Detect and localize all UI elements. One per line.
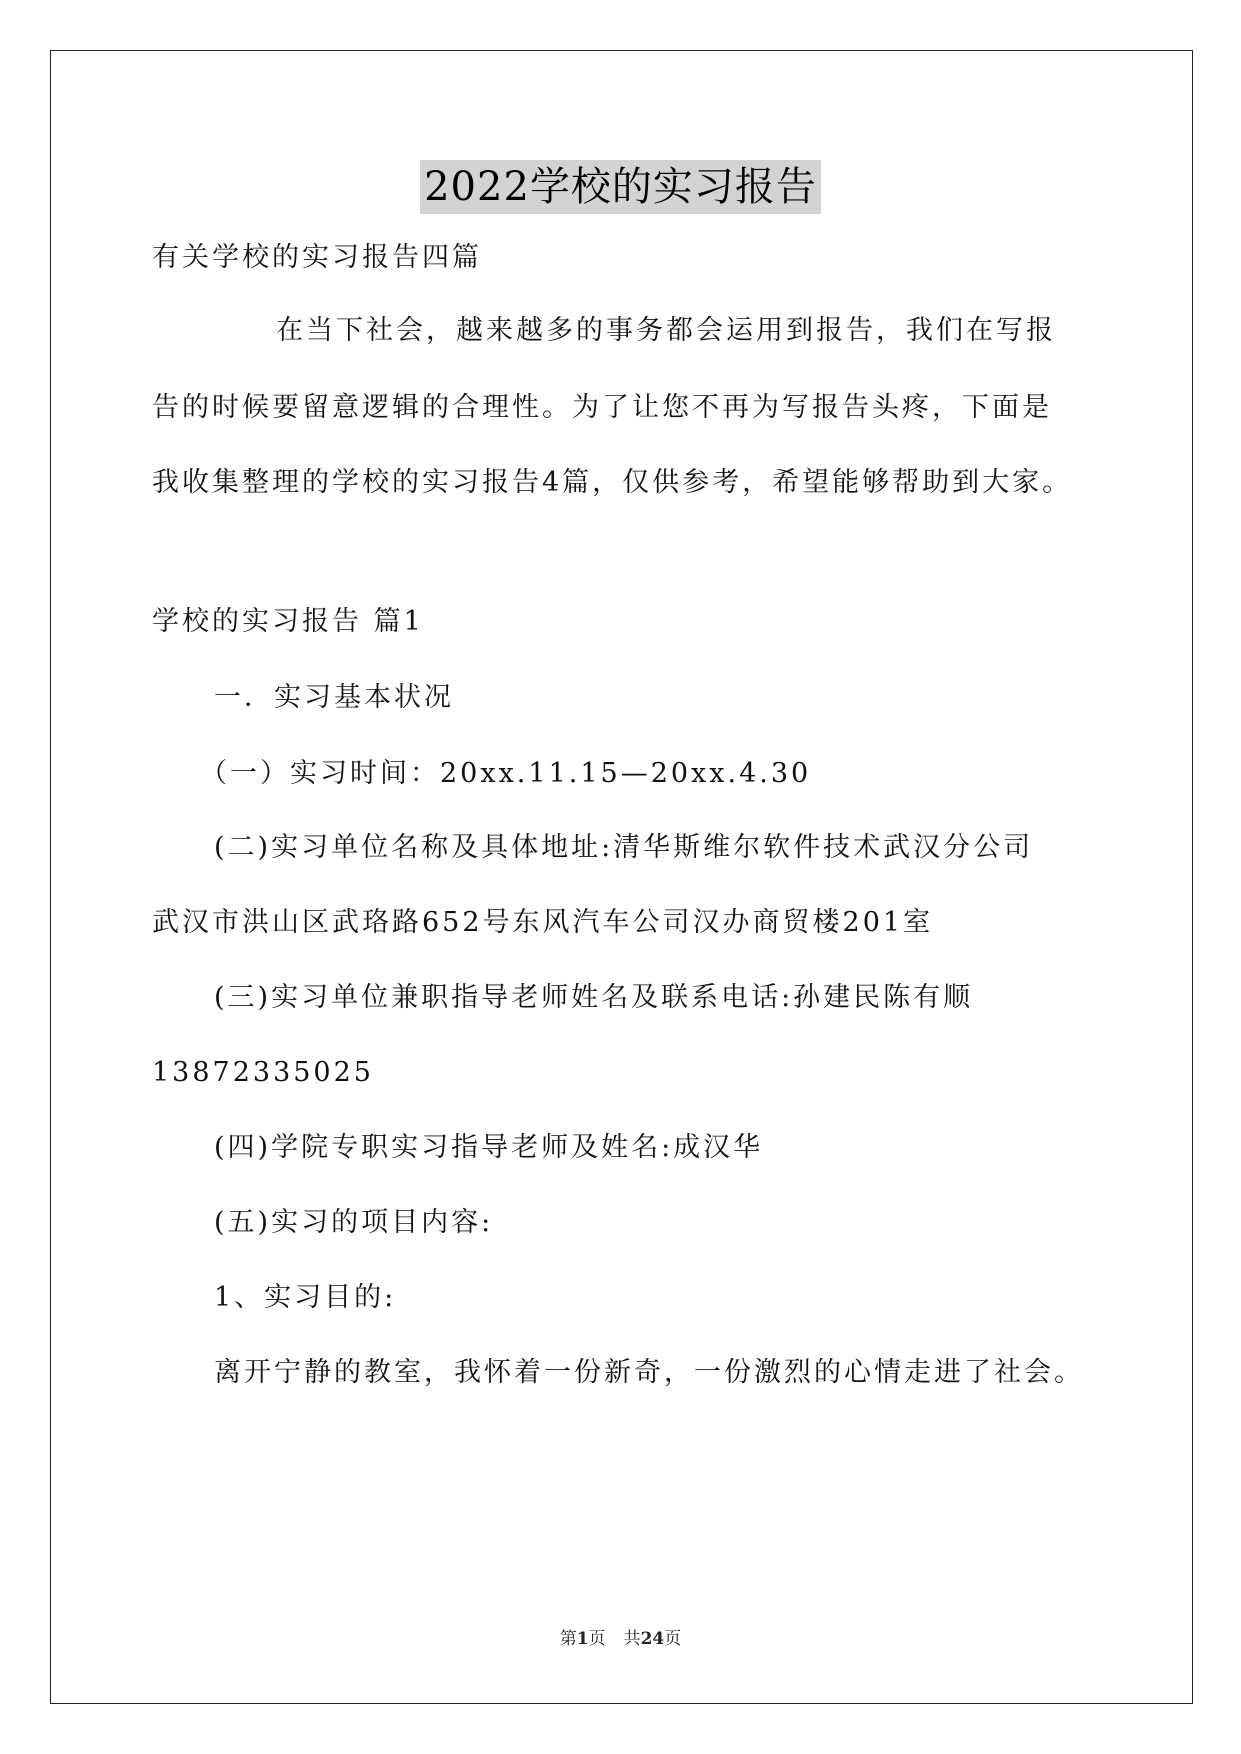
item-project-content: (五)实习的项目内容: <box>214 1207 494 1238</box>
intro-paragraph-line-1: 在当下社会，越来越多的事务都会运用到报告，我们在写报 <box>276 315 1056 346</box>
item-internship-unit-line-2: 武汉市洪山区武珞路652号东风汽车公司汉办商贸楼201室 <box>152 907 934 938</box>
footer-total-prefix: 共 <box>623 1629 641 1649</box>
item-internship-time: （一）实习时间：20xx.11.15—20xx.4.30 <box>200 758 812 789</box>
item-internship-unit-line-1: (二)实习单位名称及具体地址:清华斯维尔软件技术武汉分公司 <box>214 832 1034 863</box>
page-border <box>50 50 1193 1704</box>
footer-page-suffix: 页 <box>588 1629 606 1649</box>
item-part-time-mentor-line-1: (三)实习单位兼职指导老师姓名及联系电话:孙建民陈有顺 <box>214 982 974 1013</box>
item-internship-purpose: 1、实习目的: <box>214 1282 397 1313</box>
footer-prefix: 第 <box>559 1629 577 1649</box>
footer-current-page: 1 <box>576 1629 589 1649</box>
footer-total-suffix: 页 <box>664 1629 682 1649</box>
document-subtitle: 有关学校的实习报告四篇 <box>152 242 482 273</box>
item-college-mentor: (四)学院专职实习指导老师及姓名:成汉华 <box>214 1132 764 1163</box>
intro-paragraph-line-3: 我收集整理的学校的实习报告4篇，仅供参考，希望能够帮助到大家。 <box>152 467 1073 498</box>
subheading-basic-info: 一．实习基本状况 <box>214 682 454 713</box>
footer-total-pages: 24 <box>640 1629 665 1649</box>
intro-paragraph-line-2: 告的时候要留意逻辑的合理性。为了让您不再为写报告头疼，下面是 <box>152 392 1052 423</box>
page-footer <box>0 1628 1241 1650</box>
section-heading: 学校的实习报告 篇1 <box>152 606 424 637</box>
body-paragraph-line: 离开宁静的教室，我怀着一份新奇，一份激烈的心情走进了社会。 <box>214 1357 1084 1388</box>
document-title: 2022学校的实习报告 <box>420 160 821 214</box>
title-container <box>0 160 1241 214</box>
item-part-time-mentor-line-2: 13872335025 <box>152 1057 374 1088</box>
